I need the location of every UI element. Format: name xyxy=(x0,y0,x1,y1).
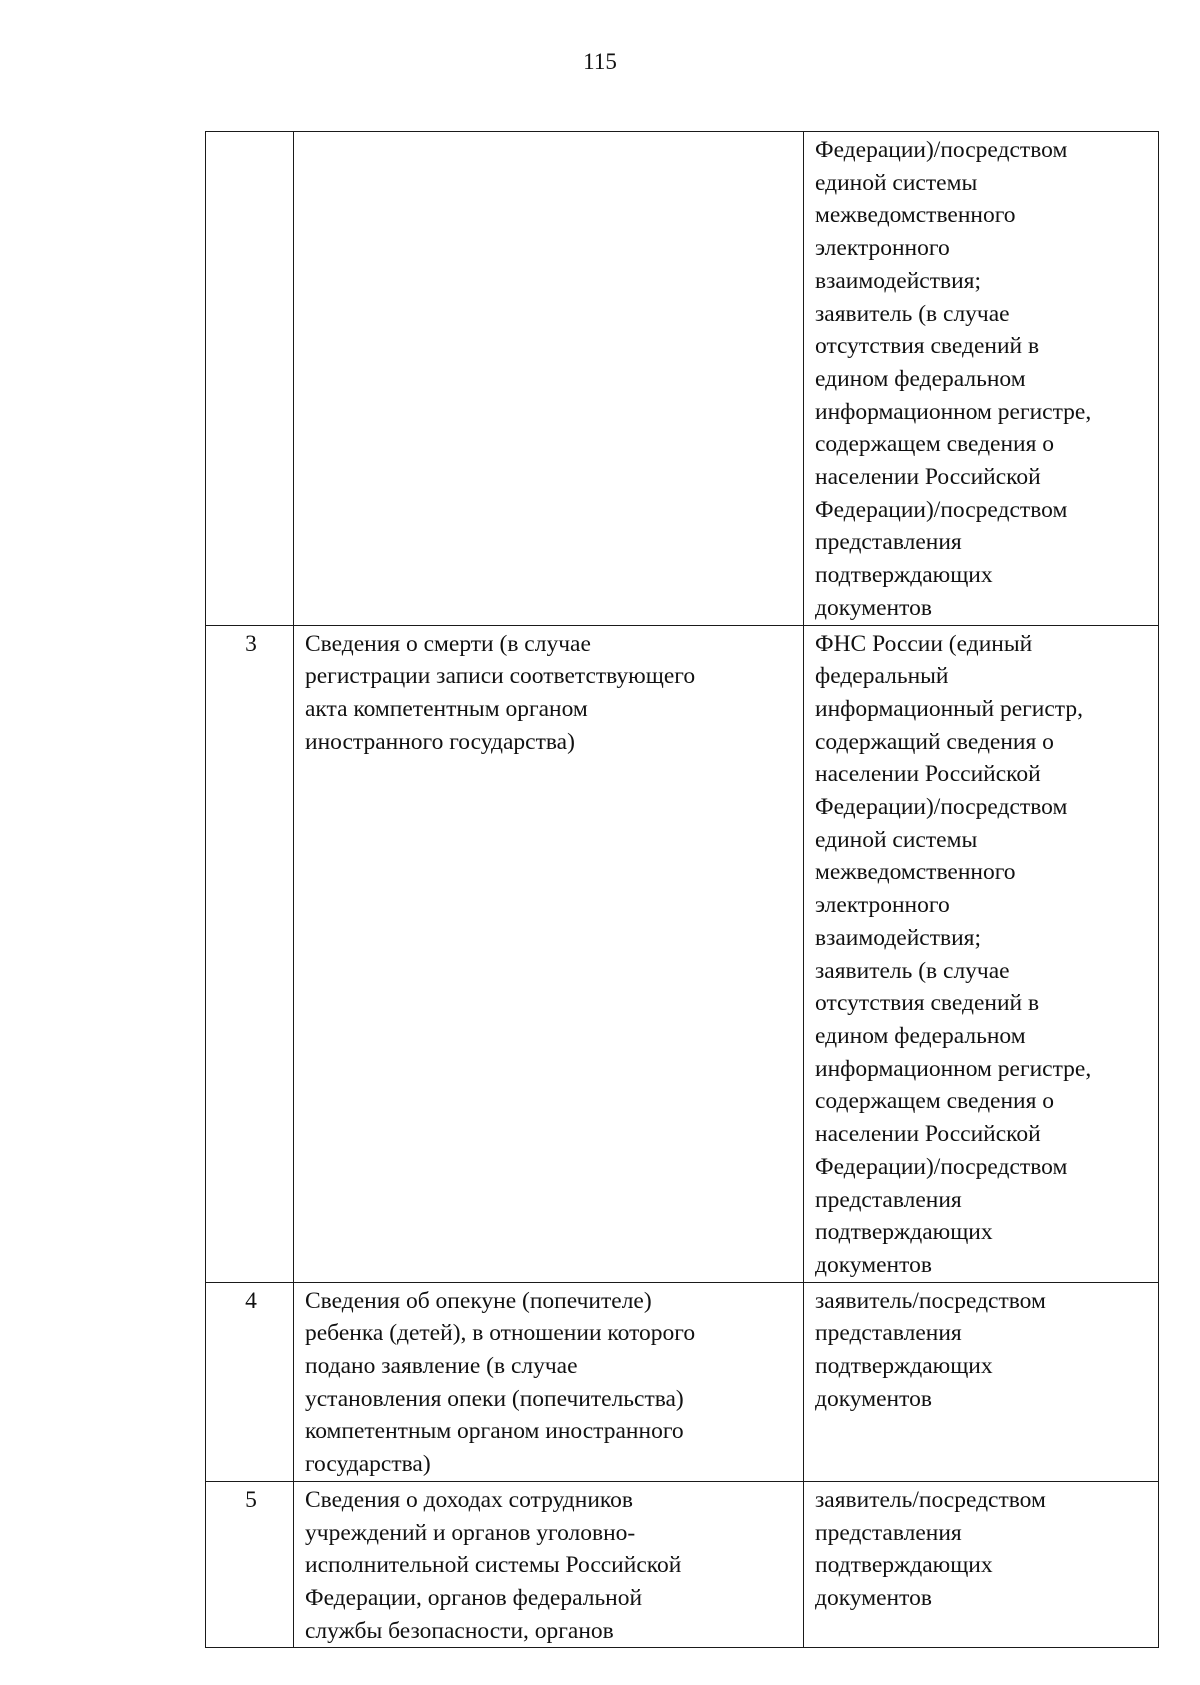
info-source-line: подтверждающих xyxy=(815,562,993,589)
info-source-line: представления xyxy=(815,1320,962,1347)
row-number: 4 xyxy=(206,1282,294,1481)
info-source-line: подтверждающих xyxy=(815,1219,993,1246)
info-source-line: электронного xyxy=(815,892,950,919)
info-source-line: представления xyxy=(815,1519,962,1546)
info-name-line: акта компетентным органом xyxy=(305,695,588,722)
info-source-line: информационном регистре, xyxy=(815,1055,1092,1082)
info-source-line: межведомственного xyxy=(815,202,1016,229)
info-source-line: населении Российской xyxy=(815,761,1041,788)
row-number: 3 xyxy=(206,625,294,1282)
info-source-line: представления xyxy=(815,529,962,556)
info-source-line: отсутствия сведений в xyxy=(815,333,1040,360)
info-source-line: документов xyxy=(815,1385,932,1412)
info-source-line: заявитель (в случае xyxy=(815,300,1010,327)
table-row xyxy=(206,1282,1159,1481)
info-source-cell xyxy=(804,1282,1159,1481)
info-source-line: единой системы xyxy=(815,826,978,853)
info-source-line: едином федеральном xyxy=(815,365,1026,392)
info-name-line: Федерации, органов федеральной xyxy=(305,1584,643,1611)
table-row xyxy=(206,132,1159,626)
documents-table xyxy=(205,131,1159,1648)
info-source-line: населении Российской xyxy=(815,464,1041,491)
info-source-line: Федерации)/посредством xyxy=(815,496,1068,523)
table-body xyxy=(206,132,1159,1648)
table-row xyxy=(206,625,1159,1282)
info-source-cell xyxy=(804,1481,1159,1648)
info-source-line: заявитель/посредством xyxy=(815,1287,1046,1314)
info-name-line: иностранного государства) xyxy=(305,728,575,755)
info-source-line: отсутствия сведений в xyxy=(815,990,1040,1017)
info-source-line: заявитель (в случае xyxy=(815,957,1010,984)
info-source-line: документов xyxy=(815,1251,932,1278)
info-source-line: межведомственного xyxy=(815,859,1016,886)
info-source-line: информационный регистр, xyxy=(815,695,1083,722)
info-name-line: учреждений и органов уголовно- xyxy=(305,1519,636,1546)
info-source-line: Федерации)/посредством xyxy=(815,1153,1068,1180)
info-name-cell xyxy=(294,1282,804,1481)
info-source-line: взаимодействия; xyxy=(815,924,982,951)
info-source-line: документов xyxy=(815,1584,932,1611)
info-name-line: службы безопасности, органов xyxy=(305,1617,614,1644)
info-name-line: государства) xyxy=(305,1451,431,1478)
info-source-line: электронного xyxy=(815,235,950,262)
info-source-line: содержащем сведения о xyxy=(815,431,1055,458)
row-number xyxy=(206,132,294,626)
row-number: 5 xyxy=(206,1481,294,1648)
info-source-line: федеральный xyxy=(815,663,949,690)
info-source-line: Федерации)/посредством xyxy=(815,794,1068,821)
info-source-line: едином федеральном xyxy=(815,1022,1026,1049)
info-name-line: Сведения об опекуне (попечителе) xyxy=(305,1287,652,1314)
info-source-line: единой системы xyxy=(815,169,978,196)
table-row xyxy=(206,1481,1159,1648)
info-name-line: Сведения о доходах сотрудников xyxy=(305,1486,633,1513)
info-name-cell xyxy=(294,1481,804,1648)
info-source-line: взаимодействия; xyxy=(815,267,982,294)
info-name-line: регистрации записи соответствующего xyxy=(305,663,696,690)
info-source-line: содержащий сведения о xyxy=(815,728,1054,755)
info-source-line: представления xyxy=(815,1186,962,1213)
info-source-line: населении Российской xyxy=(815,1121,1041,1148)
info-name-line: компетентным органом иностранного xyxy=(305,1418,684,1445)
info-source-line: заявитель/посредством xyxy=(815,1486,1046,1513)
info-name-line: подано заявление (в случае xyxy=(305,1353,578,1380)
info-source-cell xyxy=(804,132,1159,626)
info-name-line: установления опеки (попечительства) xyxy=(305,1385,684,1412)
info-source-cell xyxy=(804,625,1159,1282)
info-name-cell xyxy=(294,132,804,626)
info-source-line: документов xyxy=(815,594,932,621)
info-source-line: подтверждающих xyxy=(815,1353,993,1380)
info-name-line: Сведения о смерти (в случае xyxy=(305,630,591,657)
info-name-cell xyxy=(294,625,804,1282)
info-source-line: подтверждающих xyxy=(815,1552,993,1579)
page-number: 115 xyxy=(583,49,617,74)
info-source-line: Федерации)/посредством xyxy=(815,137,1068,163)
info-name-line: исполнительной системы Российской xyxy=(305,1552,682,1579)
info-name-line: ребенка (детей), в отношении которого xyxy=(305,1320,696,1347)
info-source-line: ФНС России (единый xyxy=(815,630,1033,657)
info-source-line: информационном регистре, xyxy=(815,398,1092,425)
info-source-line: содержащем сведения о xyxy=(815,1088,1055,1115)
